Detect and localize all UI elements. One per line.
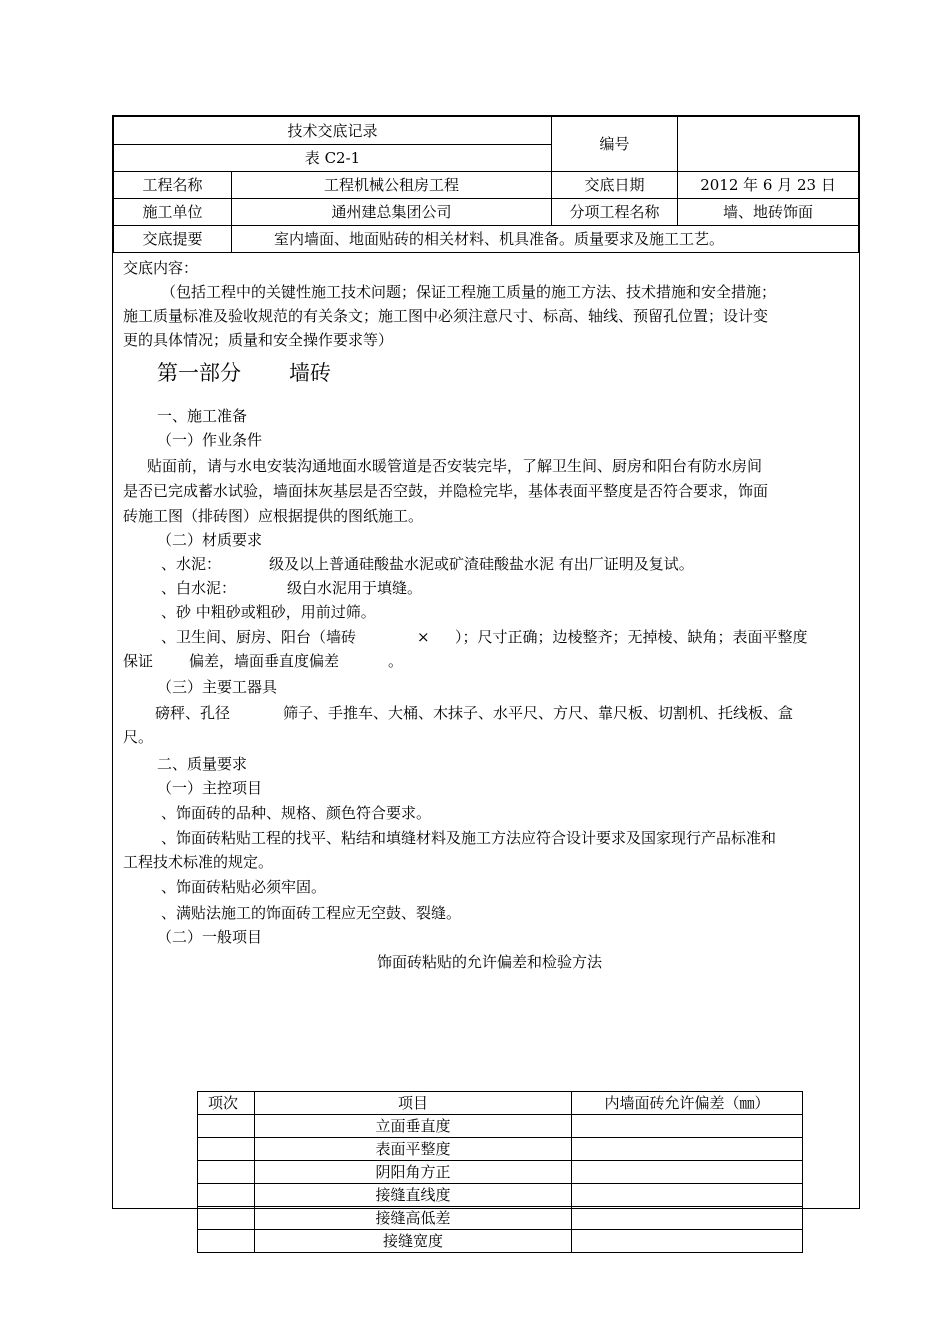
table-cell [572,1161,803,1184]
table-row [198,1230,803,1253]
summary-value: 室内墙面、地面贴砖的相关材料、机具准备。质量要求及施工工艺。 [232,226,859,253]
quality-item: 、饰面砖粘贴必须牢固。 [161,878,327,896]
tolerance-table [197,1091,803,1253]
material-item-text: 保证 [123,652,154,670]
table-cell: 接缝高低差 [255,1207,572,1230]
technical-disclosure-form [112,115,860,1250]
table-cell [198,1161,255,1184]
table-row [198,1184,803,1207]
tools-line: 磅秤、孔径 [155,704,231,722]
material-item-text: ）；尺寸正确；边棱整齐；无掉棱、缺角；表面平整度 [455,628,808,646]
paragraph-line: 贴面前，请与水电安装沟通地面水暖管道是否安装完毕，了解卫生间、厨房和阳台有防水房间 [147,457,763,475]
material-item: 、砂 中粗砂或粗砂，用前过筛。 [161,603,376,621]
section-heading: 二、质量要求 [157,755,248,773]
number-label: 编号 [552,117,678,172]
material-item: 、白水泥： [161,579,237,597]
table-cell [572,1207,803,1230]
table-cell [198,1184,255,1207]
table-cell [198,1115,255,1138]
table-cell: 立面垂直度 [255,1115,572,1138]
intro-line: 更的具体情况；质量和安全操作要求等） [123,331,394,349]
table-cell: 接缝直线度 [255,1184,572,1207]
material-item-text: 偏差，墙面垂直度偏差 [189,652,340,670]
part-subtitle: 墙砖 [289,361,331,385]
tools-line: 筛子、手推车、大桶、木抹子、水平尺、方尺、靠尺板、切割机、托线板、盒 [283,704,794,722]
form-title: 技术交底记录 [114,117,552,145]
quality-item: 工程技术标准的规定。 [123,853,274,871]
table-cell: 表面平整度 [255,1138,572,1161]
subsection-heading: （二）材质要求 [157,531,263,549]
column-header: 内墙面砖允许偏差（㎜） [572,1092,803,1115]
table-cell [572,1230,803,1253]
unit-label: 施工单位 [114,199,232,226]
form-number: 表 C2-1 [114,145,552,172]
project-name: 工程机械公租房工程 [232,172,552,199]
table-cell [572,1115,803,1138]
table-cell: 接缝宽度 [255,1230,572,1253]
subsection-heading: （一）主控项目 [157,779,263,797]
subsection-heading: （二）一般项目 [157,928,263,946]
material-item-text: 级白水泥用于填缝。 [287,579,423,597]
section-heading: 一、施工准备 [157,407,248,425]
table-cell [198,1230,255,1253]
quality-item: 、饰面砖的品种、规格、颜色符合要求。 [161,804,432,822]
header-table [113,116,859,253]
intro-line: （包括工程中的关键性施工技术问题；保证工程施工质量的施工方法、技术措施和安全措施； [161,283,777,301]
table-cell: 阴阳角方正 [255,1161,572,1184]
material-item-text: 级及以上普通硅酸盐水泥或矿渣硅酸盐水泥 有出厂证明及复试。 [269,555,694,573]
column-header: 项次 [198,1092,255,1115]
table-row [198,1115,803,1138]
table-cell [572,1184,803,1207]
intro-label: 交底内容： [123,259,199,277]
subproject-value: 墙、地砖饰面 [678,199,859,226]
tools-line: 尺。 [123,728,154,746]
quality-item: 、饰面砖粘贴工程的找平、粘结和填缝材料及施工方法应符合设计要求及国家现行产品标准和 [161,829,777,847]
intro-line: 施工质量标准及验收规范的有关条文；施工图中必须注意尺寸、标高、轴线、预留孔位置；设计变 [123,307,769,325]
material-item: 、水泥： [161,555,222,573]
paragraph-line: 砖施工图（排砖图）应根据提供的图纸施工。 [123,507,424,525]
subsection-heading: （一）作业条件 [157,431,263,449]
times-sign: × [417,628,430,646]
date-label: 交底日期 [552,172,678,199]
table-cell [572,1138,803,1161]
unit-value: 通州建总集团公司 [232,199,552,226]
table-cell [198,1138,255,1161]
number-value [678,117,859,172]
material-item: 、卫生间、厨房、阳台（墙砖 [161,628,357,646]
date-value: 2012 年 6 月 23 日 [678,172,859,199]
project-name-label: 工程名称 [114,172,232,199]
table-row [198,1138,803,1161]
quality-item: 、满贴法施工的饰面砖工程应无空鼓、裂缝。 [161,904,462,922]
table-caption: 饰面砖粘贴的允许偏差和检验方法 [377,953,603,971]
table-row [198,1207,803,1230]
table-cell [198,1207,255,1230]
subsection-heading: （三）主要工器具 [157,678,278,696]
column-header: 项目 [255,1092,572,1115]
table-row [198,1161,803,1184]
summary-label: 交底提要 [114,226,232,253]
material-item-text: 。 [388,652,404,670]
subproject-label: 分项工程名称 [552,199,678,226]
paragraph-line: 是否已完成蓄水试验，墙面抹灰基层是否空鼓，并隐检完毕，基体表面平整度是否符合要求，饰面 [123,482,769,500]
part-title: 第一部分 [157,361,241,385]
